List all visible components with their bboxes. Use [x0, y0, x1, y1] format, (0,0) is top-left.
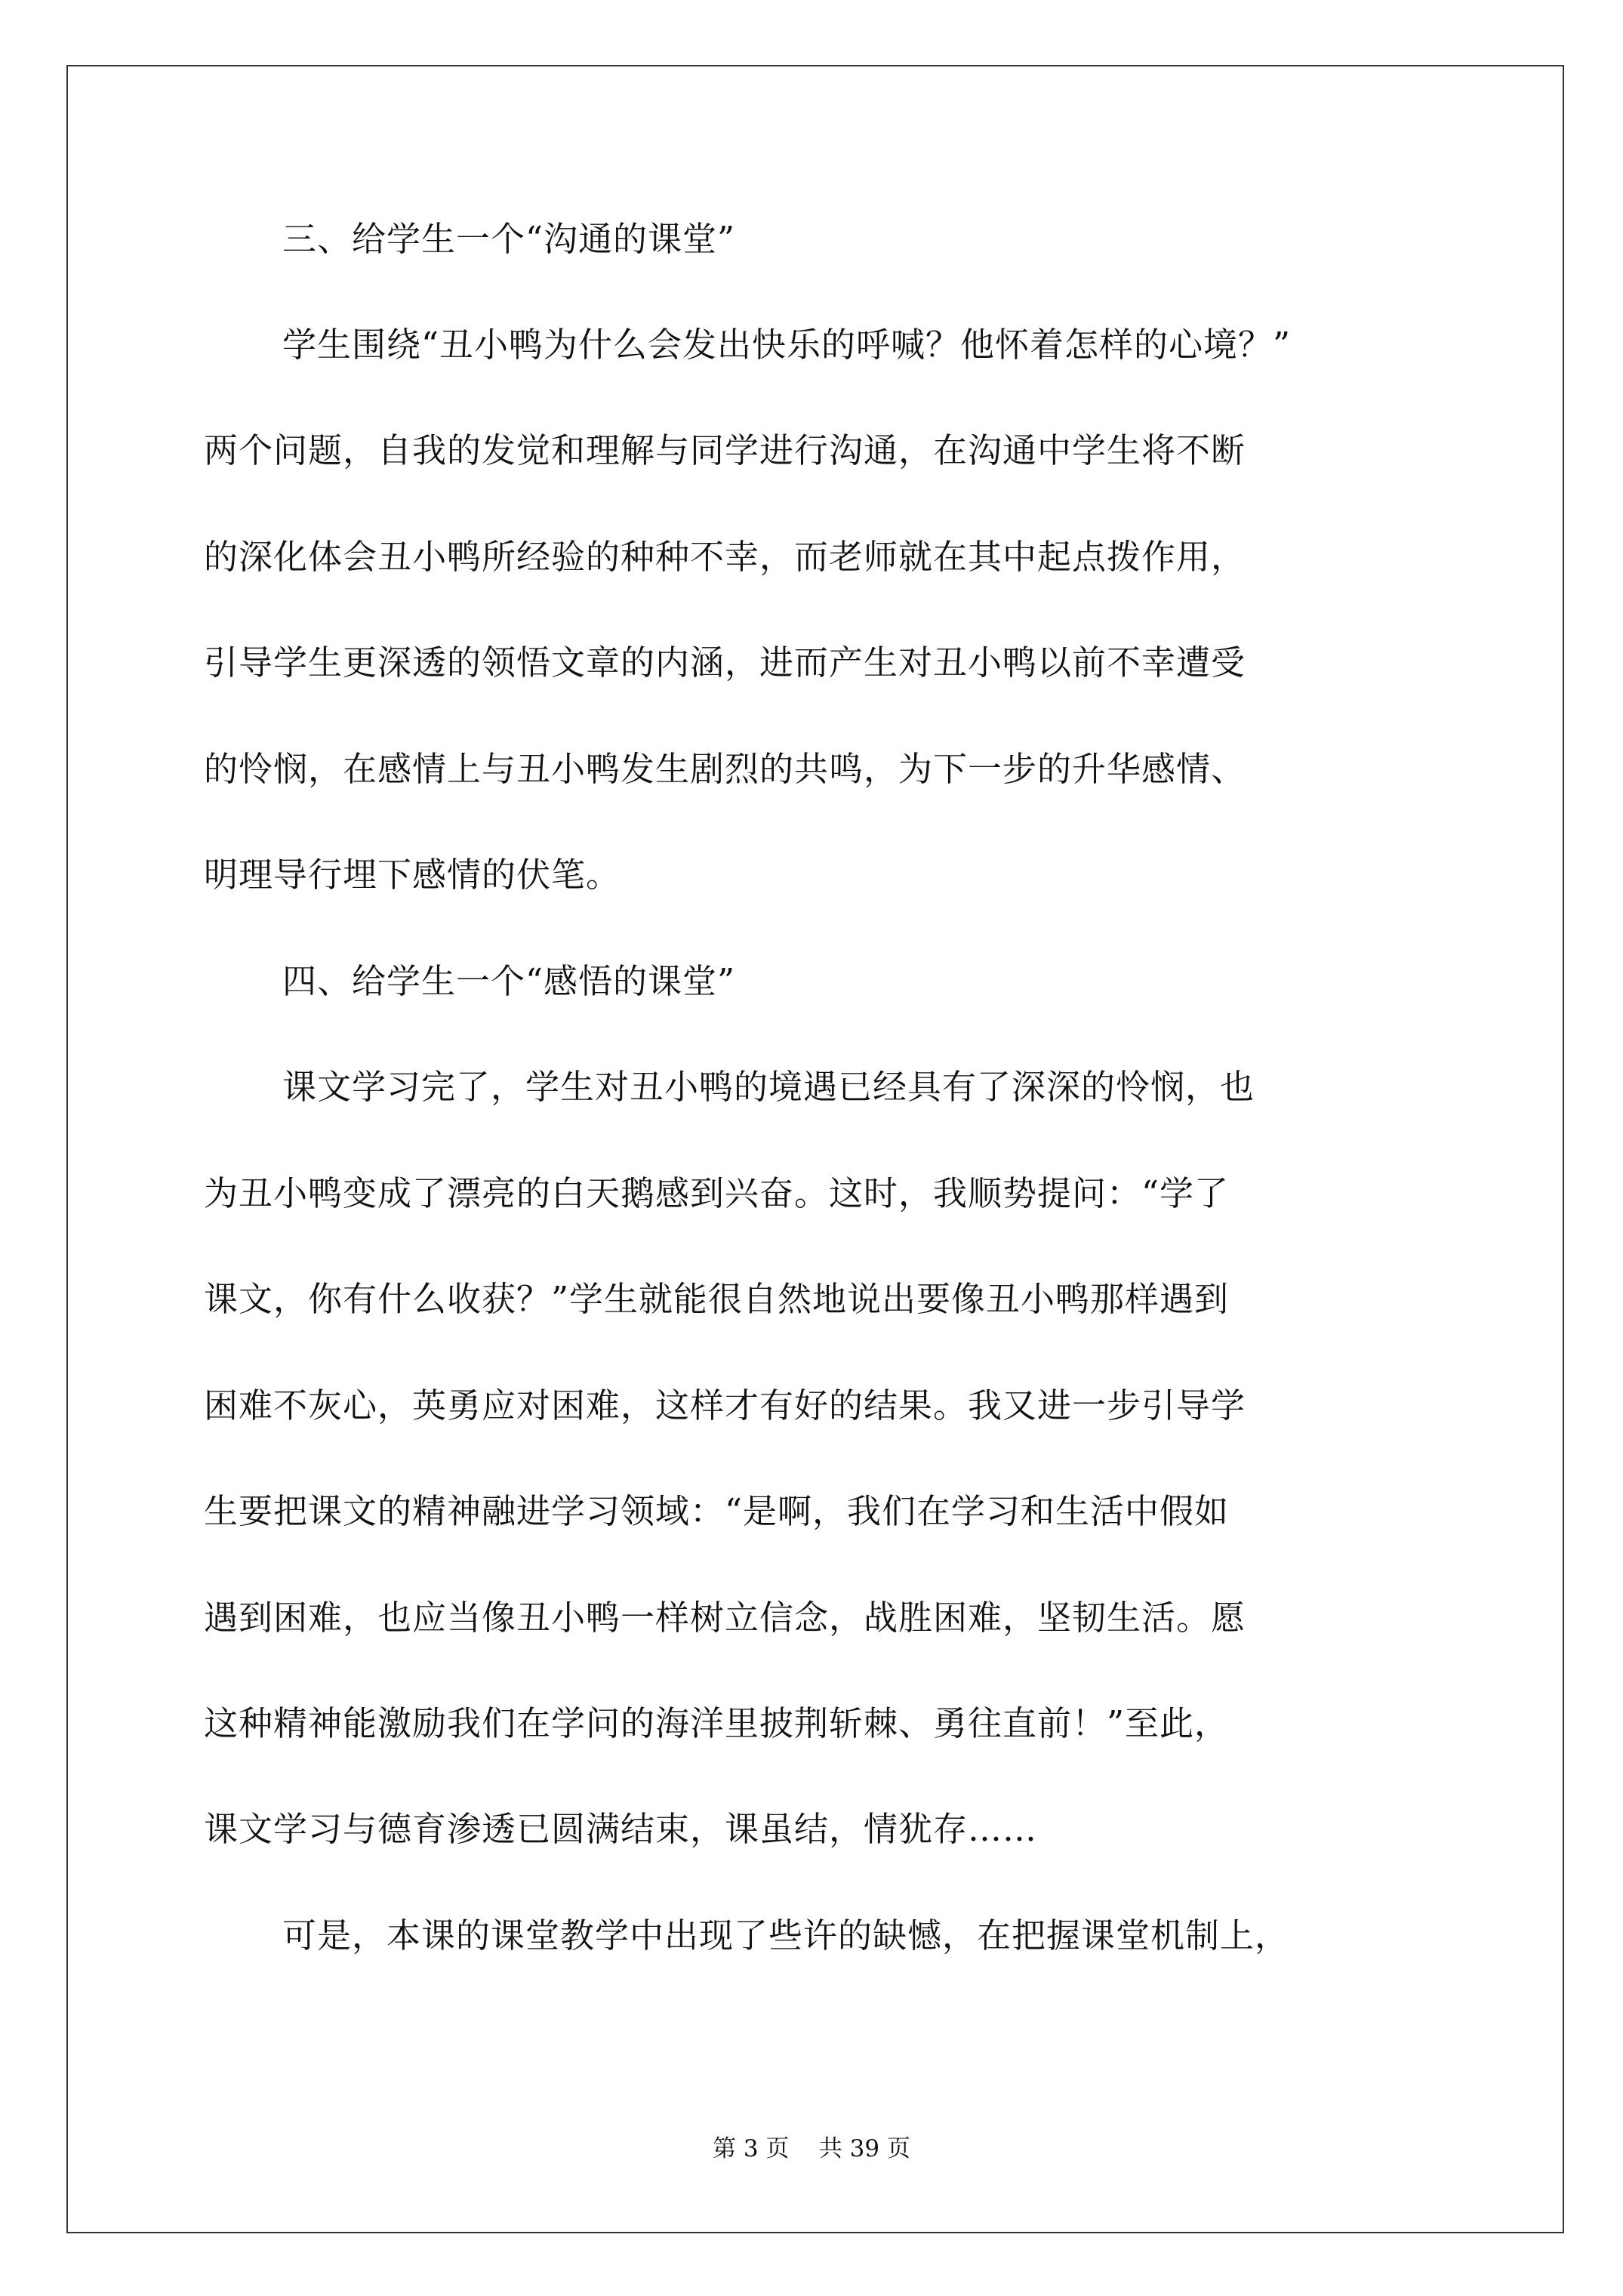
paragraph-line: 为丑小鸭变成了漂亮的白天鹅感到兴奋。这时，我顺势提问：“学了 [204, 1173, 1230, 1213]
paragraph-line: 的怜悯，在感情上与丑小鸭发生剧烈的共鸣，为下一步的升华感情、 [204, 749, 1246, 789]
paragraph-line: 的深化体会丑小鸭所经验的种种不幸，而老师就在其中起点拨作用， [204, 537, 1246, 577]
paragraph-line: 引导学生更深透的领悟文章的内涵，进而产生对丑小鸭以前不幸遭受 [204, 643, 1246, 683]
paragraph-line: 这种精神能激励我们在学问的海洋里披荆斩棘、勇往直前！”至此， [204, 1703, 1230, 1743]
paragraph-line: 课文，你有什么收获？”学生就能很自然地说出要像丑小鸭那样遇到 [204, 1279, 1230, 1319]
page-number-footer: 第 3 页 共 39 页 [712, 2135, 910, 2162]
paragraph-line: 课文学习完了，学生对丑小鸭的境遇已经具有了深深的怜悯，也 [282, 1067, 1255, 1107]
section-heading-three: 三、给学生一个“沟通的课堂” [282, 219, 736, 259]
paragraph-line: 两个问题，自我的发觉和理解与同学进行沟通，在沟通中学生将不断 [204, 430, 1246, 470]
paragraph-line: 可是，本课的课堂教学中出现了些许的缺憾，在把握课堂机制上， [282, 1915, 1290, 1955]
paragraph-line: 困难不灰心，英勇应对困难，这样才有好的结果。我又进一步引导学 [204, 1385, 1246, 1425]
paragraph-line: 生要把课文的精神融进学习领域：“是啊，我们在学习和生活中假如 [204, 1491, 1230, 1531]
section-heading-four: 四、给学生一个“感悟的课堂” [282, 961, 736, 1001]
paragraph-line: 遇到困难，也应当像丑小鸭一样树立信念，战胜困难，坚韧生活。愿 [204, 1598, 1246, 1638]
paragraph-line: 课文学习与德育渗透已圆满结束，课虽结，情犹存…… [204, 1809, 1038, 1849]
page-border [66, 65, 1564, 2233]
paragraph-line: 明理导行埋下感情的伏笔。 [204, 855, 621, 895]
paragraph-line: 学生围绕“丑小鸭为什么会发出快乐的呼喊？他怀着怎样的心境？” [282, 325, 1292, 365]
